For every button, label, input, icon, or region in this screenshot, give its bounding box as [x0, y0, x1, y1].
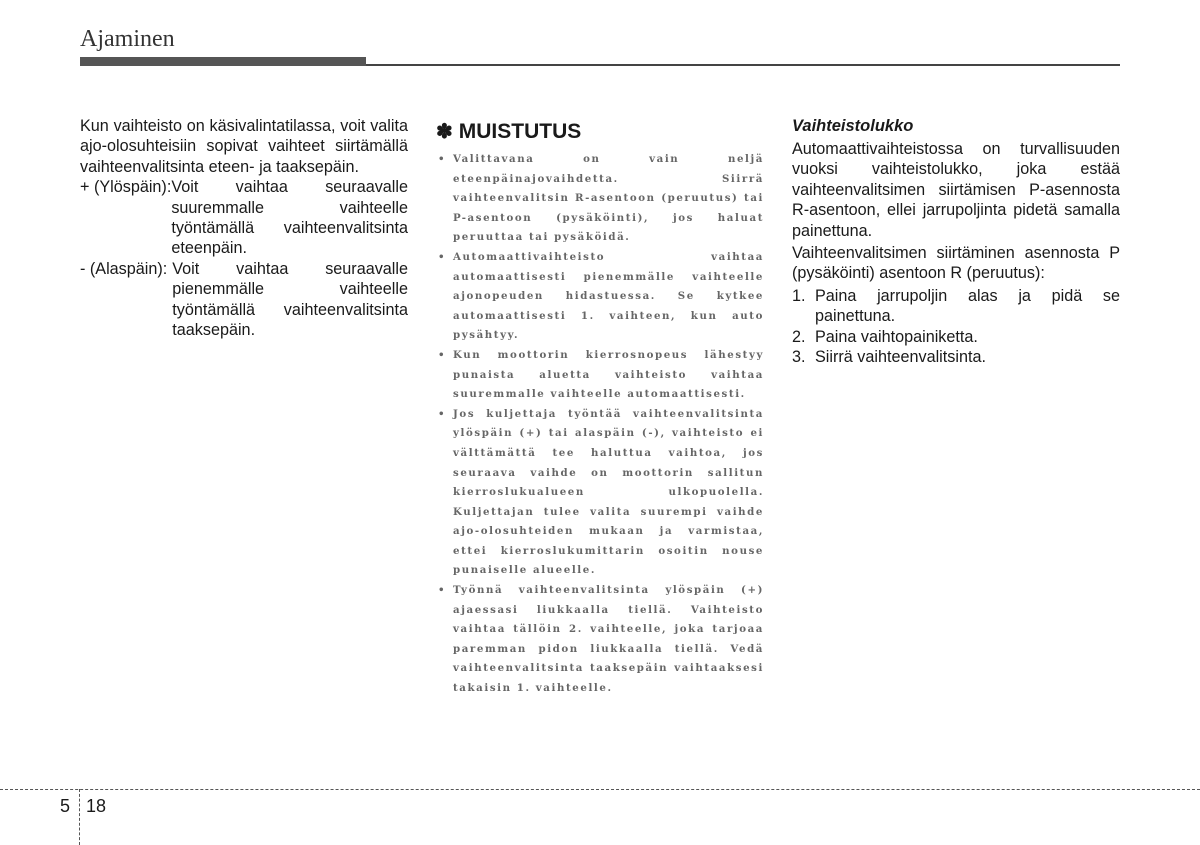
page-header-title: Ajaminen [80, 26, 175, 52]
section-heading: Vaihteistolukko [792, 117, 914, 135]
page-number: 18 [86, 796, 107, 816]
memo-heading [436, 120, 764, 144]
header-accent-bar [80, 57, 366, 66]
step-number: 3. [792, 348, 806, 367]
definition-upshift [80, 177, 408, 259]
footer-divider [79, 789, 80, 845]
step-number: 1. [792, 286, 806, 305]
memo-item: • Jos kuljettaja työntää vaihteenvalitsinta ylöspäin (+) tai alaspäin (-), vaihteisto ei välttämättä tee haluttua vaihtoa, jos seuraava vaihde on moottorin sallitun kierroslukualueen ulkopuolella. Kuljettajan tulee valita suurempi vaihde ajo-olosuhteiden mukaan ja varmistaa, ettei kierroslukumittarin osoitin nouse punaiselle alueelle. [436, 405, 764, 581]
definition-term: + (Ylöspäin): [80, 178, 172, 197]
memo-list [436, 150, 764, 699]
definition-term: - (Alaspäin): [80, 259, 168, 278]
memo-item: • Automaattivaihteisto vaihtaa automaattisesti pienemmälle vaihteelle ajonopeuden hidastuessa. Se kytkee automaattisesti 1. vaihteen, kun auto pysähtyy. [436, 248, 764, 346]
step-list [792, 286, 1120, 368]
step-text: Siirrä vaihteenvalitsinta. [815, 348, 986, 367]
step-number: 2. [792, 327, 806, 346]
memo-item: • Kun moottorin kierrosnopeus lähestyy punaista aluetta vaihteisto vaihtaa suuremmalle vaihteelle automaattisesti. [436, 346, 764, 405]
step-item [792, 286, 1120, 327]
left-column [80, 116, 408, 340]
shift-procedure-intro: Vaihteenvalitsimen siirtäminen asennosta P (pysäköinti) asentoon R (peruutus): [792, 244, 1120, 283]
memo-item: • Valittavana on vain neljä eteenpäinajovaihdetta. Siirrä vaihteenvalitsin R-asentoon (peruutus) tai P-asentoon (pysäköinti), jos haluat peruuttaa tai pysäköidä. [436, 150, 764, 248]
step-text: Paina vaihtopainiketta. [815, 327, 978, 346]
memo-title: MUISTUTUS [458, 120, 582, 143]
header-rule [366, 64, 1120, 66]
shift-lock-paragraph: Automaattivaihteistossa on turvallisuuden vuoksi vaihteistolukko, joka estää vaihteenvalitsimen siirtämisen P-asennosta R-asentoon, ellei jarrupoljinta pidetä samalla painettuna. [792, 140, 1120, 240]
step-item [792, 327, 1120, 347]
definition-description: Voit vaihtaa seuraavalle pienemmälle vaihteelle työntämällä vaihteenvalitsinta taaksepäin. [172, 259, 408, 340]
footer-rule [0, 789, 1200, 790]
step-item [792, 347, 1120, 367]
memo-item: • Työnnä vaihteenvalitsinta ylöspäin (+) ajaessasi liukkaalla tiellä. Vaihteisto vaihtaa tällöin 2. vaihteelle, joka tarjoaa paremman pidon liukkaalla tiellä. Vedä vaihteenvalitsinta taaksepäin vaihtaaksesi takaisin 1. vaihteelle. [436, 581, 764, 699]
asterisk-icon: ✽ [436, 121, 453, 143]
right-column [792, 116, 1120, 367]
chapter-number: 5 [60, 796, 71, 816]
memo-box [436, 116, 764, 699]
definition-downshift [80, 259, 408, 341]
intro-paragraph: Kun vaihteisto on käsivalintatilassa, voit valita ajo-olosuhteisiin sopivat vaihteet siirtämällä vaihteenvalitsinta eteen- ja taaksepäin. [80, 117, 408, 176]
definition-description: Voit vaihtaa seuraavalle suuremmalle vaihteelle työntämällä vaihteenvalitsinta eteenpäin. [171, 178, 408, 258]
step-text: Paina jarrupoljin alas ja pidä se painettuna. [815, 286, 1120, 326]
